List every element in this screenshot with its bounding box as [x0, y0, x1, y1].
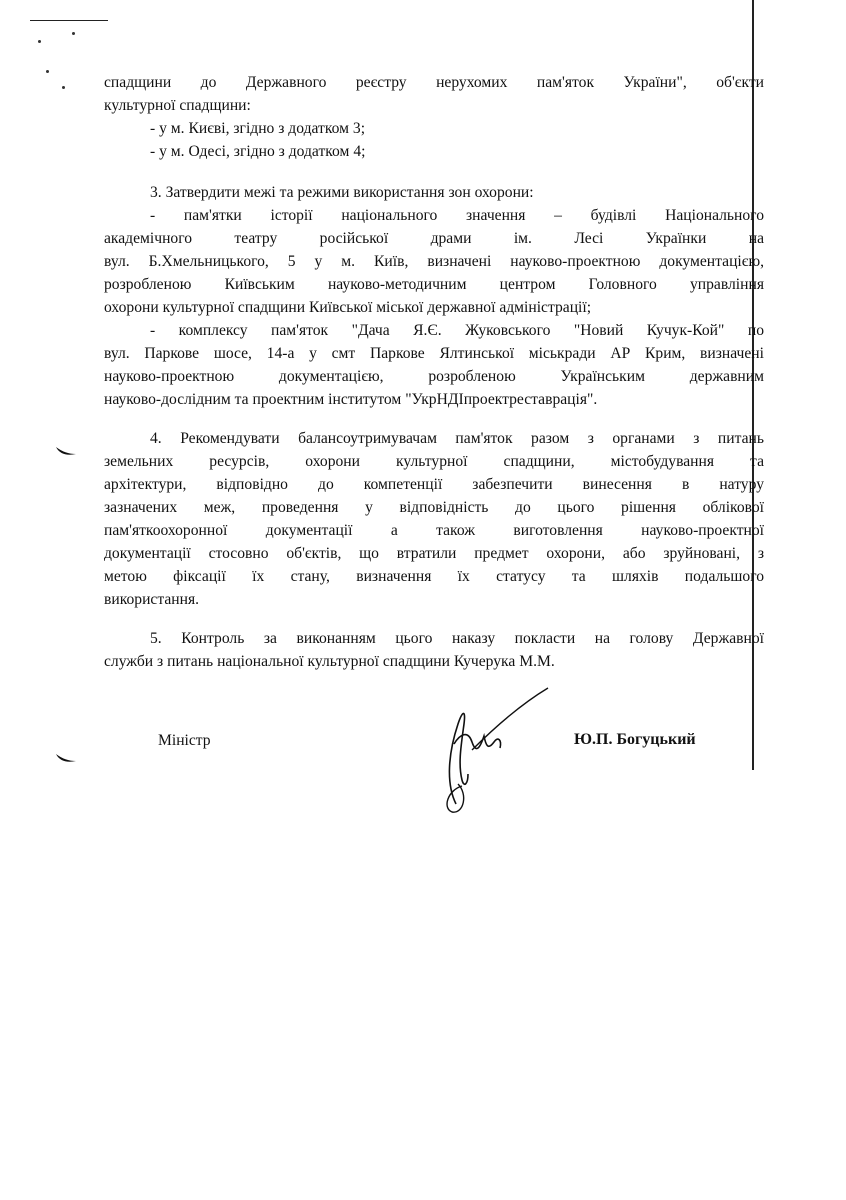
text-line: спадщини до Державного реєстру нерухомих пам'яток України", об'єкти — [104, 74, 764, 91]
hole-punch-mark — [55, 445, 77, 459]
text-line: охорони культурної спадщини Київської міської державної адміністрації; — [104, 299, 592, 316]
text-line: 3. Затвердити межі та режими використання зон охорони: — [150, 184, 534, 201]
text-line: розробленою Київським науково-методичним центром Головного управління — [104, 276, 764, 293]
text-line: земельних ресурсів, охорони культурної спадщини, містобудування та — [104, 453, 764, 470]
scan-speck — [46, 70, 49, 73]
text-line: - у м. Києві, згідно з додатком 3; — [150, 120, 366, 137]
handwritten-signature — [428, 684, 558, 824]
text-line: 4. Рекомендувати балансоутримувачам пам'яток разом з органами з питань — [150, 430, 764, 447]
text-line: - комплексу пам'яток "Дача Я.Є. Жуковського "Новий Кучук-Кой" по — [150, 322, 764, 339]
text-line: науково-проектною документацією, розробленою Українським державним — [104, 368, 764, 385]
text-line: академічного театру російської драми ім. Лесі Українки на — [104, 230, 764, 247]
text-line: документації стосовно об'єктів, що втратили предмет охорони, або зруйновані, з — [104, 545, 764, 562]
text-line: зазначених меж, проведення у відповідність до цього рішення облікової — [104, 499, 764, 516]
hole-punch-mark — [55, 752, 77, 766]
text-line: вул. Паркове шосе, 14-а у смт Паркове Ялтинської міськради АР Крим, визначені — [104, 345, 764, 362]
scan-speck — [62, 86, 65, 89]
text-line: культурної спадщини: — [104, 97, 251, 114]
signatory-title: Міністр — [158, 732, 211, 749]
scan-speck — [38, 40, 41, 43]
text-line: вул. Б.Хмельницького, 5 у м. Київ, визначені науково-проектною документацією, — [104, 253, 764, 270]
top-rule — [30, 20, 108, 21]
text-line: - у м. Одесі, згідно з додатком 4; — [150, 143, 366, 160]
text-line: служби з питань національної культурної спадщини Кучерука М.М. — [104, 653, 555, 670]
text-line: пам'яткоохоронної документації а також виготовлення науково-проектної — [104, 522, 764, 539]
text-line: - пам'ятки історії національного значення – будівлі Національного — [150, 207, 764, 224]
text-line: метою фіксації їх стану, визначення їх статусу та шляхів подальшого — [104, 568, 764, 585]
text-line: 5. Контроль за виконанням цього наказу покласти на голову Державної — [150, 630, 764, 647]
text-line: використання. — [104, 591, 200, 608]
text-line: архітектури, відповідно до компетенції забезпечити винесення в натуру — [104, 476, 764, 493]
scan-speck — [72, 32, 75, 35]
text-line: науково-дослідним та проектним інститутом "УкрНДІпроектреставрація". — [104, 391, 598, 408]
signatory-name: Ю.П. Богуцький — [574, 731, 696, 748]
